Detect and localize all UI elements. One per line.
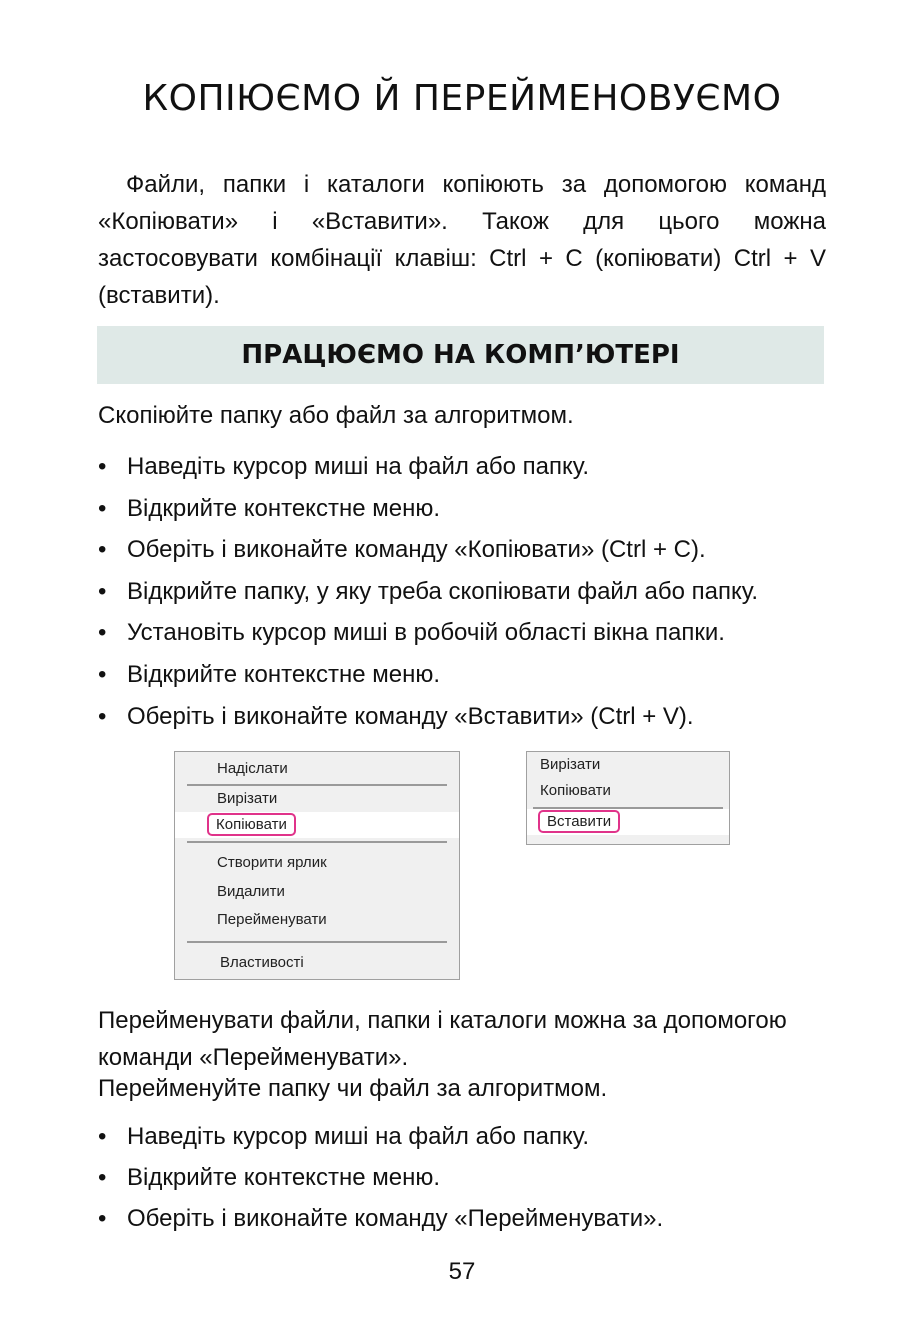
- list-item: [98, 614, 758, 656]
- menu-item-cut[interactable]: Вирізати: [540, 756, 601, 773]
- bullet: •: [98, 660, 107, 688]
- list-item: [98, 531, 758, 573]
- bullet: •: [98, 702, 107, 730]
- bullet: •: [98, 1205, 107, 1232]
- bullet: •: [98, 536, 107, 564]
- bullet: •: [98, 494, 107, 522]
- context-menu-copy: [174, 751, 460, 980]
- list-item: [98, 656, 758, 698]
- menu-separator: [187, 941, 447, 943]
- list-item: [98, 1118, 663, 1159]
- step-text: Установіть курсор миші в робочій області вікна папки.: [127, 619, 725, 647]
- list-item: [98, 490, 758, 532]
- highlight-frame: Вставити: [538, 810, 620, 833]
- step-text: Відкрийте контекстне меню.: [127, 494, 440, 522]
- banner-label: ПРАЦЮЄМО НА КОМП’ЮТЕРІ: [241, 340, 680, 370]
- bullet: •: [98, 619, 107, 647]
- list-item: [98, 1159, 663, 1200]
- bullet: •: [98, 577, 107, 605]
- menu-item-send[interactable]: Надіслати: [217, 760, 288, 777]
- list-item: [98, 698, 758, 740]
- intro-paragraph: Файли, папки і каталоги копіюють за допомогою команд «Копіювати» і «Вставити». Також для цього можна застосовувати комбінації клавіш: Ctrl + C (копіювати) Ctrl + V (вставити).: [98, 171, 826, 309]
- step-text: Оберіть і виконайте команду «Перейменувати».: [127, 1205, 664, 1232]
- page-title: КОПІЮЄМО Й ПЕРЕЙМЕНОВУЄМО: [142, 78, 782, 119]
- list-item: [98, 1200, 663, 1241]
- rename-steps-list: [98, 1118, 663, 1241]
- menu-item-copy[interactable]: Копіювати: [540, 782, 611, 799]
- page-number: 57: [448, 1258, 476, 1285]
- step-text: Оберіть і виконайте команду «Копіювати» (Ctrl + C).: [127, 536, 706, 564]
- copy-steps-list: [98, 448, 758, 739]
- menu-item-delete[interactable]: Видалити: [217, 883, 285, 900]
- menu-item-create-shortcut[interactable]: Створити ярлик: [217, 854, 327, 871]
- rename-lead: Перейменуйте папку чи файл за алгоритмом.: [98, 1075, 608, 1102]
- copy-lead: Скопіюйте папку або файл за алгоритмом.: [98, 402, 574, 429]
- menu-separator: [187, 841, 447, 843]
- step-text: Відкрийте контекстне меню.: [127, 1164, 440, 1191]
- step-text: Оберіть і виконайте команду «Вставити» (Ctrl + V).: [127, 702, 694, 730]
- bullet: •: [98, 453, 107, 480]
- step-text: Відкрийте контекстне меню.: [127, 660, 440, 688]
- section-banner: [97, 326, 824, 384]
- list-item: [98, 573, 758, 615]
- bullet: •: [98, 1164, 107, 1191]
- menu-item-properties[interactable]: Властивості: [220, 954, 304, 971]
- bullet: •: [98, 1123, 107, 1150]
- menu-item-paste[interactable]: [527, 809, 729, 835]
- menu-item-copy[interactable]: [175, 812, 459, 838]
- menu-item-rename[interactable]: Перейменувати: [217, 911, 327, 928]
- menu-item-cut[interactable]: Вирізати: [217, 790, 278, 807]
- step-text: Наведіть курсор миші на файл або папку.: [127, 453, 590, 480]
- highlight-frame: Копіювати: [207, 813, 296, 836]
- rename-intro: Перейменувати файли, папки і каталоги можна за допомогою команди «Перейменувати».: [98, 1007, 787, 1071]
- step-text: Відкрийте папку, у яку треба скопіювати файл або папку.: [127, 577, 758, 605]
- context-menu-paste: [526, 751, 730, 845]
- list-item: [98, 448, 758, 490]
- step-text: Наведіть курсор миші на файл або папку.: [127, 1123, 590, 1150]
